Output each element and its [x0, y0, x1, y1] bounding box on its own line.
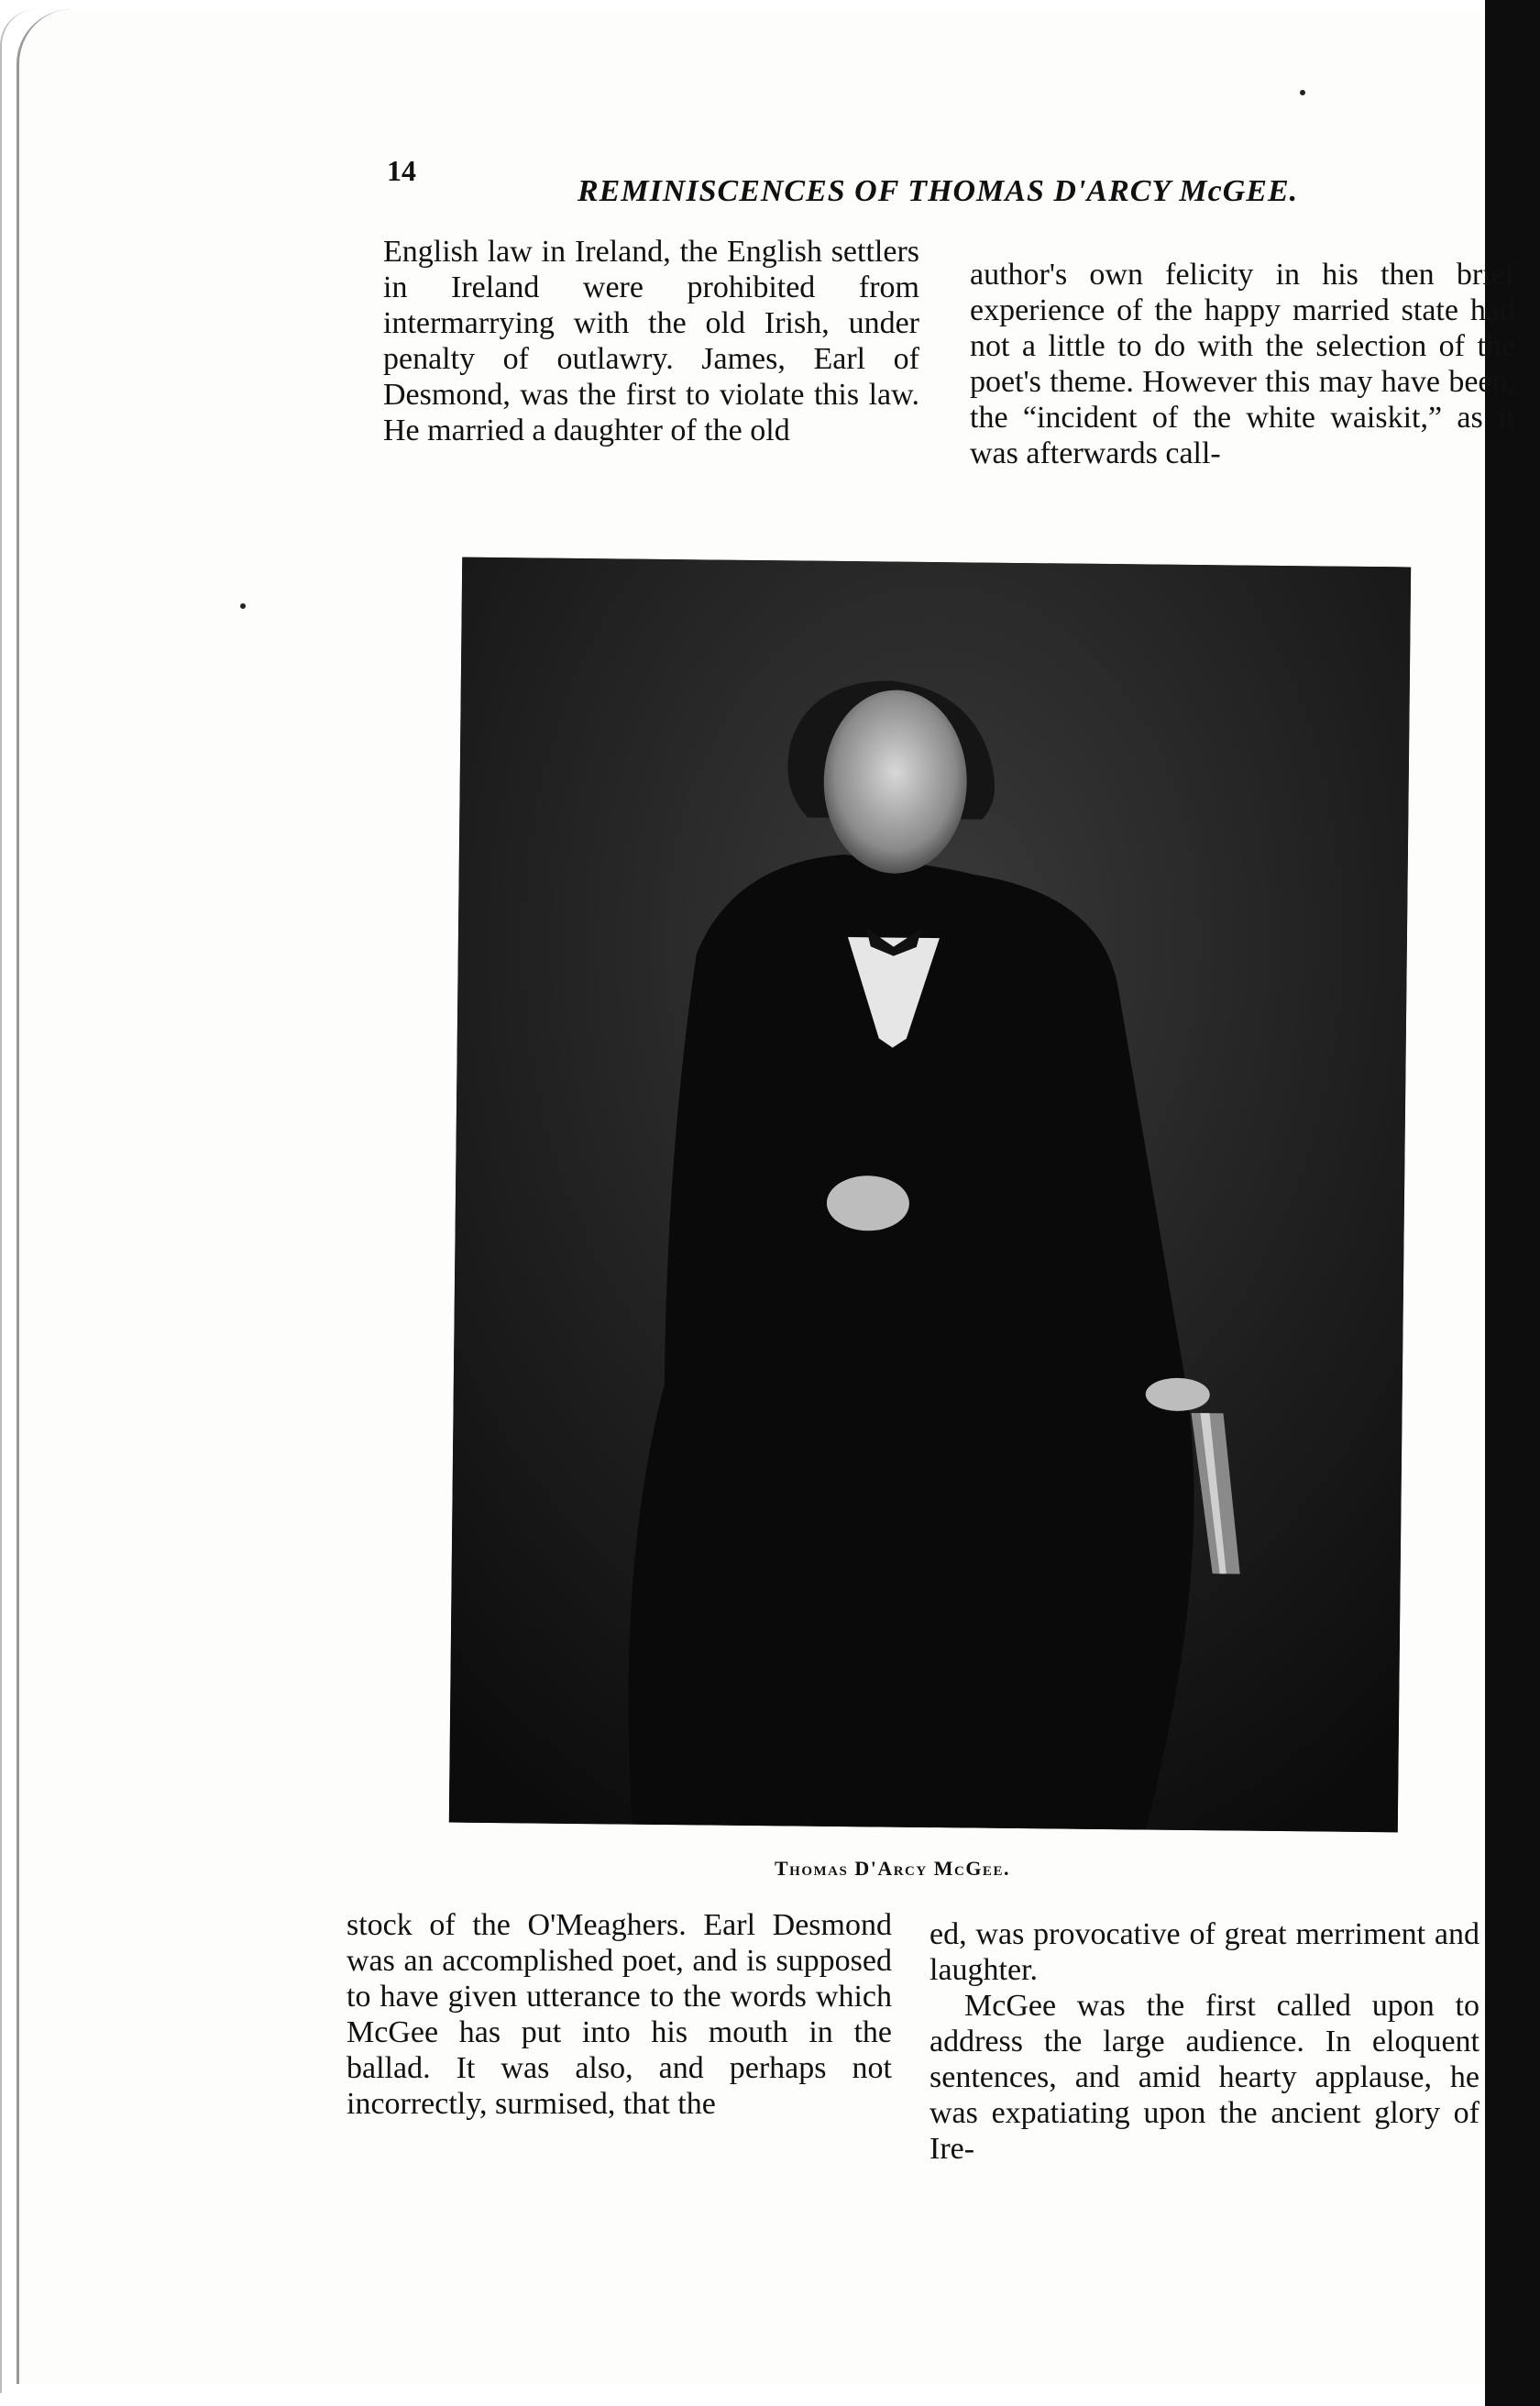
text-column-top-right [970, 257, 1515, 471]
paragraph: stock of the O'Meaghers. Earl Desmond was an accomplished poet, and is supposed to have given utterance to the words which McGee has put into his mouth in the ballad. It was also, and perhaps not incorrectly, surmised, that the [346, 1908, 892, 2121]
text-column-bottom-right [930, 1916, 1480, 2167]
photo-caption: Thomas D'Arcy McGee. [775, 1857, 1010, 1880]
text-column-bottom-left [346, 1907, 892, 2122]
speck [1300, 90, 1305, 95]
paragraph: McGee was the first called upon to address the large audience. In eloquent sentences, and amid hearty applause, he was expatiating upon the ancient glory of Ire- [930, 1989, 1480, 2166]
portrait-figure [449, 557, 1411, 1833]
paragraph: author's own felicity in his then brief experience of the happy married state had not a little to do with the selection of the poet's theme. However this may have been, the “incident of the white waiskit,” as it was afterwards call- [970, 258, 1515, 470]
page-stack-edge [0, 9, 66, 2393]
paragraph: English law in Ireland, the English settlers in Ireland were prohibited from intermarrying with the old Irish, under penalty of outlawry. James, Earl of Desmond, was the first to violate this law. He married a daughter of the old [383, 235, 919, 447]
paragraph: ed, was provocative of great merriment and laughter. [930, 1917, 1480, 1987]
running-head: REMINISCENCES OF THOMAS D'ARCY McGEE. [578, 174, 1299, 208]
speck [240, 603, 246, 609]
text-column-top-left [383, 234, 919, 448]
portrait-photograph [449, 557, 1411, 1833]
page-number: 14 [387, 154, 416, 187]
